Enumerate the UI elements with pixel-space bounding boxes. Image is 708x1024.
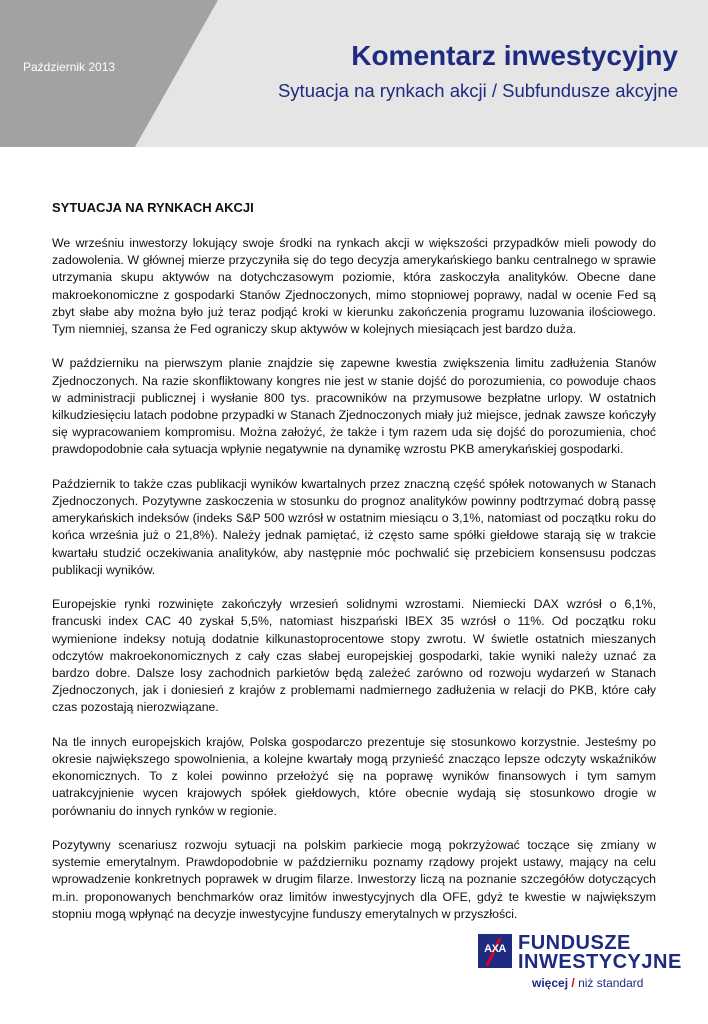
logo-line-fundusze: FUNDUSZE — [518, 932, 631, 954]
article-body — [52, 200, 656, 940]
tagline-slash: / — [571, 976, 575, 990]
page-subtitle: Sytuacja na rynkach akcji / Subfundusze akcyjne — [277, 80, 678, 101]
section-heading: SYTUACJA NA RYNKACH AKCJI — [52, 200, 254, 215]
paragraph: Na tle innych europejskich krajów, Polska gospodarczo prezentuje się stosunkowo korzystnie. Jesteśmy po okresie największego spowolnienia, a kolejne kwartały mogą przynieść znacząco lepsze odczyty wskaźników ekonomicznych. To z kolei powinno przełożyć się na poprawę wyników finansowych i tym samym uatrakcyjnienie wycen krajowych spółek giełdowych, które obecnie wydają się stosunkowo drogie w porównaniu do innych rynków w regionie. — [52, 734, 656, 818]
publication-date: Październik 2013 — [23, 60, 116, 74]
tagline-rest: niż standard — [578, 976, 644, 990]
paragraph: Październik to także czas publikacji wyników kwartalnych przez znaczną część spółek notowanych w Stanach Zjednoczonych. Pozytywne zaskoczenia w stosunku do prognoz analityków powinny podtrzymać dobrą passę amerykańskich indeksów (indeks S&P 500 wzrósł w ostatnim miesiącu o 3,1%, natomiast od początku roku do końca września już o 21,8%). Należy jednak pamiętać, iż często same spółki giełdowe starają się w trakcie kwartału studzić oczekiwania analityków, aby następnie móc pochwalić się przebiciem konsensusu podczas publikacji wyników. — [52, 476, 656, 577]
logo-line-inwestycyjne: INWESTYCYJNE — [518, 951, 682, 973]
paragraph: Europejskie rynki rozwinięte zakończyły wrzesień solidnymi wzrostami. Niemiecki DAX wzrósł o 6,1%, francuski index CAC 40 zyskał 5,5%, natomiast hiszpański IBEX 35 wzrósł o 11%. Od początku roku wymienione indeksy notują dodatnie kilkunastoprocentowe stopy zwrotu. W świetle ostatnich mieszanych odczytów makroekonomicznych z cały czas słabej europejskiej gospodarki, takie wyniki należy uznać za bardzo dobre. Dalsze losy zachodnich parkietów będą zależeć zarówno od rozwoju wydarzeń w Stanach Zjednoczonych, jak i doniesień z krajów z problemami nadmiernego zadłużenia w relacji do PKB, które cały czas pozostają nierozwiązane. — [52, 597, 656, 715]
axa-logo-icon — [478, 934, 512, 968]
paragraph: W październiku na pierwszym planie znajdzie się zapewne kwestia zwiększenia limitu zadłużenia Stanów Zjednoczonych. Na razie skonfliktowany kongres nie jest w stanie dojść do porozumienia, co powoduje chaos w administracji publicznej i wysłanie 800 tys. pracowników na przymusowe bezpłatne urlopy. W ostatnich kilkudziesięciu latach podobne przypadki w Stanach Zjednoczonych miały już miejsce, jednak zawsze kończyły się wypracowaniem kompromisu. Można założyć, że także i tym razem uda się dojść do porozumienia, choć prawdopodobnie cała sytuacja wpłynie negatywnie na dynamikę wzrostu PKB amerykańskiej gospodarki. — [52, 356, 656, 457]
page-header — [0, 0, 708, 147]
paragraph: Pozytywny scenariusz rozwoju sytuacji na polskim parkiecie mogą pokrzyżować toczące się zmiany w systemie emerytalnym. Prawdopodobnie w październiku poznamy rządowy projekt ustawy, mający na celu wprowadzenie konkretnych poprawek w drugim filarze. Inwestorzy liczą na poznanie szczegółów dotyczących m.in. proponowanych benchmarków oraz limitów inwestycyjnych dla OFE, gdyż te kwestie w największym stopniu mogą wpłynąć na decyzje inwestycyjne funduszy emerytalnych w przyszłości. — [52, 838, 656, 921]
axa-brand-text: AXA — [484, 943, 506, 955]
logo-tagline — [532, 976, 643, 990]
tagline-strong: więcej — [532, 976, 569, 990]
page-title: Komentarz inwestycyjny — [351, 40, 678, 71]
paragraph: We wrześniu inwestorzy lokujący swoje środki na rynkach akcji w większości przypadków mieli powody do zadowolenia. W głównej mierze przyczyniła się do tego decyzja amerykańskiego banku centralnego w sprawie utrzymania skupu aktywów na dotychczasowym poziomie, która zaskoczyła analityków. Obecne dane makroekonomiczne z gospodarki Stanów Zjednoczonych, mimo stopniowej poprawy, nadal w ocenie Fed są zbyt słabe aby można było już teraz podjąć kroki w kierunku zakończenia programu luzowania ilościowego. Tym niemniej, szansa że Fed ograniczy skup aktywów w kolejnych miesiącach jest bardzo duża. — [52, 236, 656, 337]
axa-funds-logo — [478, 932, 682, 996]
